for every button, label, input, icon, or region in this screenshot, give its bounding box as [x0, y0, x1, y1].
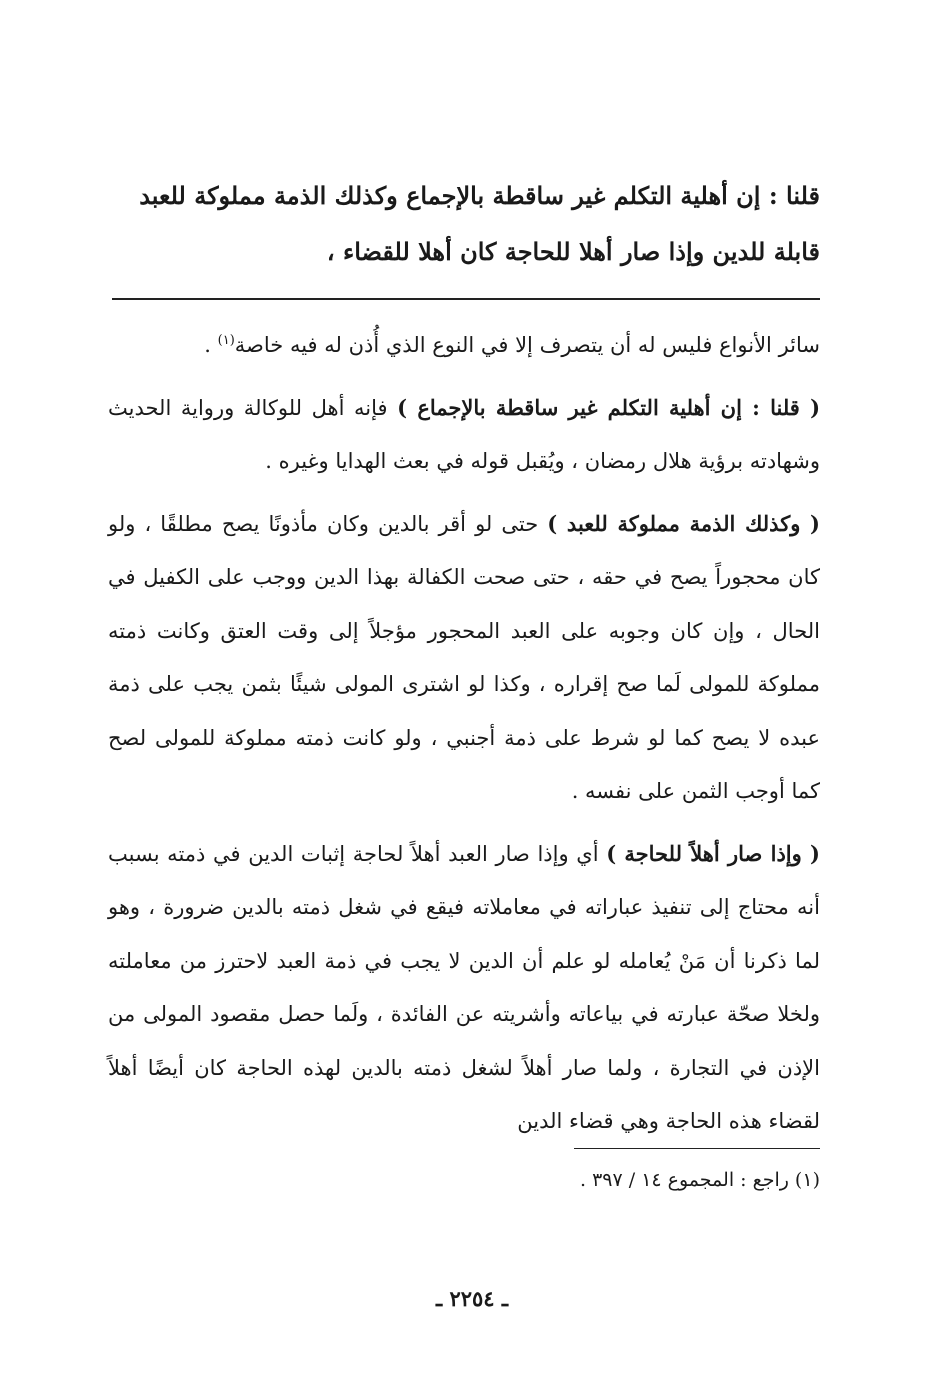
footnote: (١) راجع : المجموع ١٤ / ٣٩٧ .	[579, 1169, 820, 1191]
lemma-3: ( وكذلك الذمة مملوكة للعبد )	[547, 510, 820, 536]
lemma-2: ( قلنا : إن أهلية التكلم غير ساقطة بالإجماع )	[397, 394, 821, 420]
lemma-4: ( وإذا صار أهلاً للحاجة )	[606, 840, 820, 866]
commentary-paragraph-1-end: .	[204, 333, 218, 357]
commentary-paragraph-1	[108, 314, 820, 373]
footnote-ref: (١)	[217, 333, 235, 348]
commentary-paragraph-2	[108, 381, 820, 489]
commentary-paragraph-3-text: حتى لو أقر بالدين وكان مأذونًا يصح مطلقًا ، ولو كان محجوراً يصح في حقه ، حتى صحت الكفالة بهذا الدين ووجب على الكفيل في الحال ، وإن كان وجوبه على العبد المحجور مؤجلاً إلى وقت العتق وكانت ذمته مملوكة للمولى لَما صح إقراره ، وكذا لو اشترى المولى شيئًا بثمن يجب على ذمة عبده لا يصح كما لو شرط على ذمة أجنبي ، ولو كانت ذمته مملوكة للمولى لصح كما أوجب الثمن على نفسه .	[108, 511, 820, 803]
footnote-separator	[574, 1148, 820, 1149]
commentary-paragraph-4	[108, 827, 820, 1149]
matn-line-2: قابلة للدين وإذا صار أهلا للحاجة كان أهلا للقضاء ،	[326, 237, 820, 266]
commentary-paragraph-4-text: أي وإذا صار العبد أهلاً لحاجة إثبات الدين في ذمته بسبب أنه محتاج إلى تنفيذ عباراته في معاملاته فيقع في شغل ذمته بالدين ضرورة ، وهو لما ذكرنا أن مَنْ يُعامله لو علم أن الدين لا يجب في ذمة العبد لاحترز من معاملته ولخلا صحّة عبارته في بياعاته وأشريته عن الفائدة ، ولَما حصل مقصود المولى من الإذن في التجارة ، ولما صار أهلاً لشغل ذمته بالدين لهذه الحاجة كان أيضًا أهلاً لقضاء هذه الحاجة وهي قضاء الدين	[108, 841, 820, 1133]
matn-text	[108, 168, 820, 280]
matn-separator	[112, 298, 820, 300]
matn-line-1: قلنا : إن أهلية التكلم غير ساقطة بالإجماع وكذلك الذمة مملوكة للعبد	[139, 181, 820, 210]
commentary-paragraph-1-text: سائر الأنواع فليس له أن يتصرف إلا في النوع الذي أُذن له فيه خاصة	[234, 333, 820, 357]
commentary-paragraph-3	[108, 497, 820, 819]
commentary-text	[108, 314, 820, 1149]
commentary-paragraph-2-text: فإنه أهل للوكالة ورواية الحديث وشهادته برؤية هلال رمضان ، ويُقبل قوله في بعث الهدايا وغيره .	[108, 395, 820, 473]
page-number: ـ ٢٢٥٤ ـ	[435, 1286, 509, 1311]
